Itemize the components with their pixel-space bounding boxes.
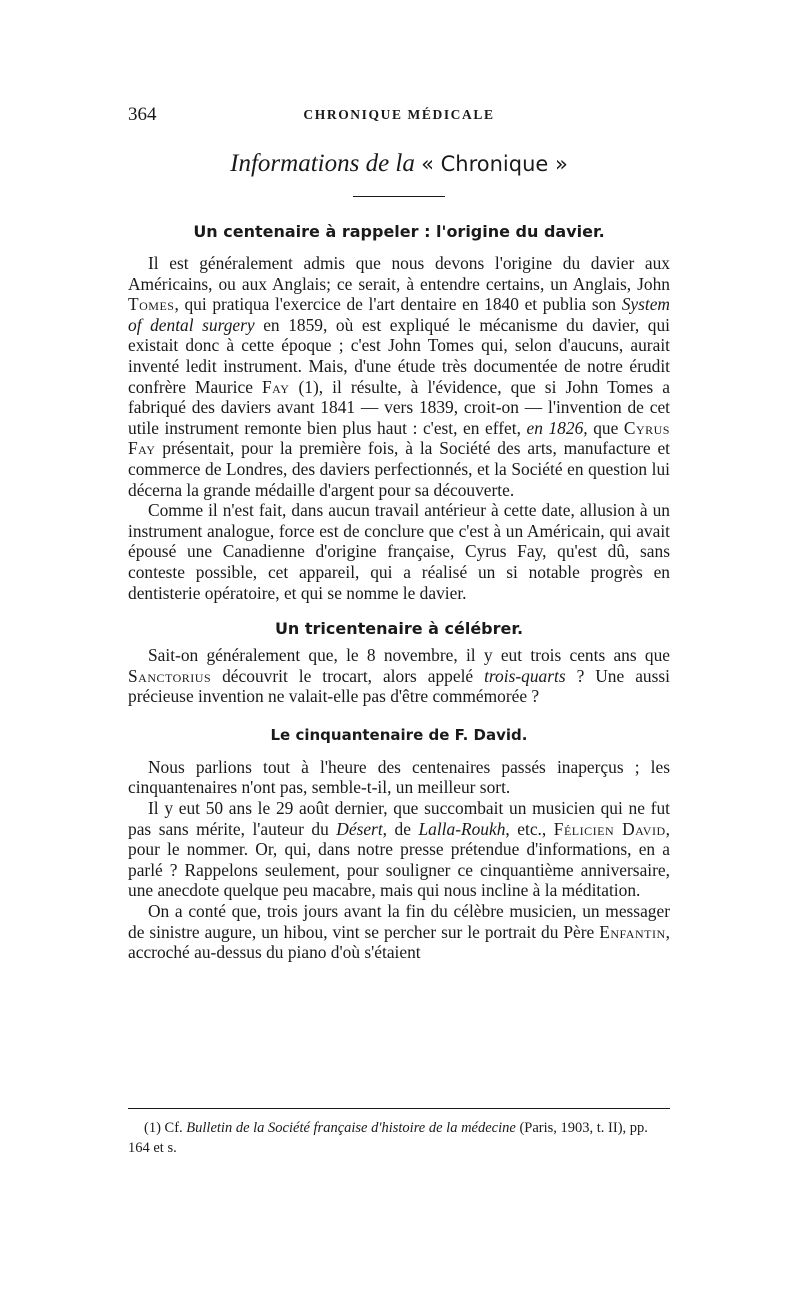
- text-run: découvrit le trocart, alors appelé: [211, 665, 485, 686]
- page-number: 364: [128, 104, 157, 125]
- term-trois-quarts: trois-quarts: [484, 665, 566, 686]
- section2-paragraph-1: [128, 645, 670, 707]
- title-rule: [353, 196, 445, 197]
- rubric-title: [128, 150, 670, 178]
- article-body: [128, 222, 670, 963]
- footnote-rule: [128, 1108, 670, 1109]
- name-felicien-david: Félicien David: [553, 818, 666, 839]
- text-run: ? Une aussi précieuse invention ne valait-elle pas d'être commémorée ?: [128, 665, 670, 707]
- footnote-title: Bulletin de la Société française d'histoire de la médecine: [186, 1120, 516, 1136]
- section3-paragraph-1: Nous parlions tout à l'heure des centenaires passés inaperçus ; les cinquantenaires n'ont pas, semble-t-il, un meilleur sort.: [128, 756, 670, 798]
- book-title: System of dental surgery: [128, 294, 670, 335]
- text-run: On a conté que, trois jours avant la fin du célèbre musicien, un messager de sinistre augure, un hibou, vint se percher sur le portrait du Père: [128, 901, 670, 942]
- text-run: Il y eut 50 ans le 29 août dernier, que succombait un musicien qui ne fut pas sans mérite, l'auteur du: [128, 798, 670, 839]
- page-header: [128, 104, 670, 128]
- name-cyrus-fay: Cyrus Fay: [128, 417, 670, 459]
- text-run: , etc.,: [505, 818, 554, 839]
- rubric-chronique: « Chronique »: [421, 152, 568, 176]
- text-run: , qui pratiqua l'exercice de l'art dentaire en 1840 et publia son: [174, 294, 622, 315]
- section1-heading: Un centenaire à rappeler : l'origine du davier.: [193, 222, 605, 241]
- section2-heading: Un tricentenaire à célébrer.: [274, 619, 524, 639]
- text-run: Sait-on généralement que, le 8 novembre, il y eut trois cents ans que: [148, 645, 670, 666]
- running-head: CHRONIQUE MÉDICALE: [303, 107, 495, 122]
- text-run: , de: [382, 818, 419, 839]
- text-run: que: [587, 417, 624, 438]
- text-run: (1), il résulte, à l'évidence, que si John Tomes a fabriqué des daviers avant 1841 — vers 1839, croit-on — l'invention de cet utile instrument remonte bien plus haut : c'est, en effet,: [128, 376, 670, 438]
- section3-paragraph-2: [128, 798, 670, 901]
- footnote: [128, 1118, 670, 1158]
- section3-paragraph-3: [128, 901, 670, 963]
- name-tomes: Tomes: [128, 294, 175, 315]
- text-run: présentait, pour la première fois, à la Société des arts, manufacture et commerce de Londres, des daviers perfectionnés, et la Société en question lui décerna la grande médaille d'argent pour sa découverte.: [128, 438, 670, 500]
- text-run: (Paris, 1903, t. II), pp. 164 et s.: [128, 1120, 648, 1156]
- text-run: , pour le nommer. Or, qui, dans notre presse prétendue d'informations, en a parlé ? Rappelons seulement, pour souligner ce cinquantième anniversaire, une anecdote quelque peu macabre, mais qui nous incline à la méditation.: [128, 818, 670, 901]
- date-1826: en 1826,: [526, 417, 588, 438]
- text-run: en 1859, où est expliqué le mécanisme du davier, qui existait donc à cette époque ; c'est John Tomes qui, selon d'aucuns, aurait inventé ledit instrument. Mais, d'une étude très documentée de notre érudit confrère Maurice: [128, 314, 670, 397]
- work-lalla-roukh: Lalla-Roukh: [418, 818, 506, 839]
- work-desert: Désert: [336, 818, 383, 839]
- text-run: , accroché au-dessus du piano d'où s'étaient: [128, 921, 670, 963]
- section1-paragraph-1: [128, 253, 670, 500]
- section1-paragraph-2: Comme il n'est fait, dans aucun travail antérieur à cette date, allusion à un instrument analogue, force est de conclure que c'est à un Américain, qui avait épousé une Canadienne d'origine française, Cyrus Fay, qu'est dû, sans conteste possible, cet appareil, qui a réalisé un si notable progrès en dentisterie opératoire, et qui se nomme le davier.: [128, 500, 670, 603]
- section3-heading: Le cinquantenaire de F. David.: [270, 725, 528, 744]
- name-sanctorius: Sanctorius: [128, 665, 212, 686]
- name-fay: Fay: [262, 376, 290, 397]
- text-run: Il est généralement admis que nous devons l'origine du davier aux Américains, ou aux Anglais; ce serait, à entendre certains, un Anglais, John: [128, 253, 670, 294]
- text-run: (1) Cf.: [144, 1120, 187, 1136]
- rubric-script: Informations de la: [230, 150, 415, 177]
- name-enfantin: Enfantin: [599, 921, 666, 942]
